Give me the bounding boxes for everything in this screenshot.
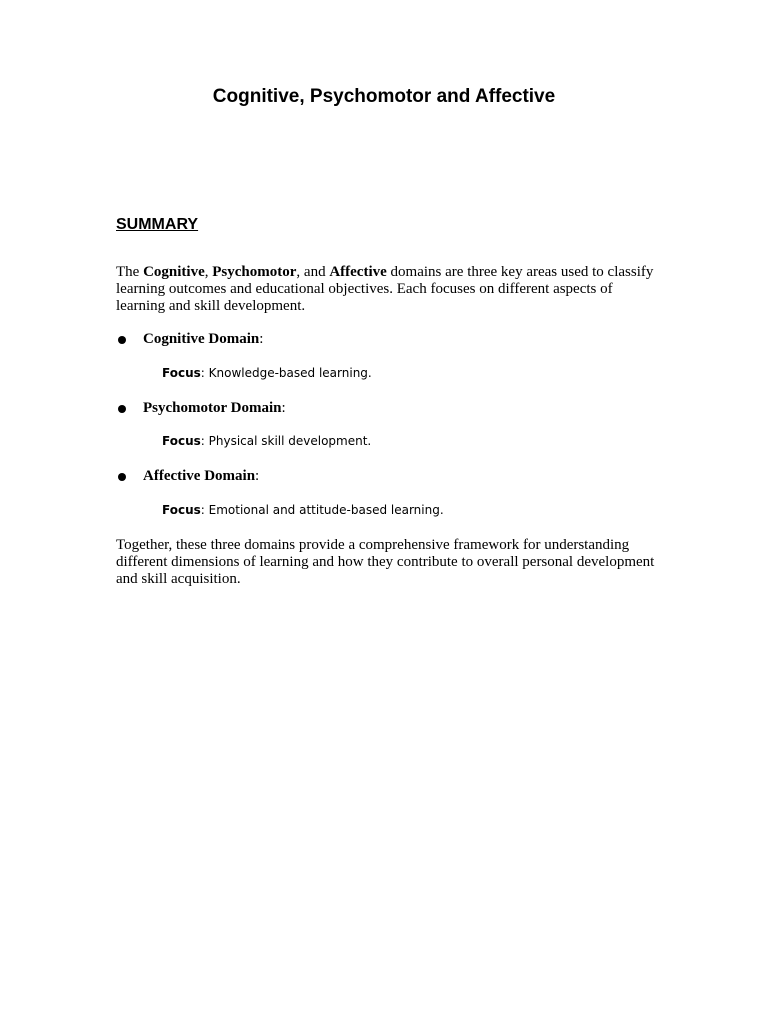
cognitive-term: Cognitive xyxy=(143,264,205,280)
domain-colon: : xyxy=(281,400,286,416)
intro-text: , and xyxy=(296,264,330,280)
intro-text: , xyxy=(204,264,213,280)
psychomotor-term: Psychomotor xyxy=(212,264,297,280)
domain-label xyxy=(143,468,259,485)
domain-colon: : xyxy=(255,468,260,484)
focus-affective xyxy=(162,503,444,517)
conclusion-paragraph: Together, these three domains provide a comprehensive framework for understanding different dimensions of learning and how they contribute to overall personal development and skill acquisition. xyxy=(116,537,655,587)
bullet-dot-icon xyxy=(118,336,126,344)
domain-colon: : xyxy=(259,331,264,347)
page-title: Cognitive, Psychomotor and Affective xyxy=(212,86,556,107)
focus-label: Focus xyxy=(162,366,201,380)
domain-name: Cognitive Domain xyxy=(143,331,260,347)
focus-text: : Emotional and attitude-based learning. xyxy=(200,503,444,517)
focus-psychomotor xyxy=(162,434,371,448)
intro-text: domains are three key areas used to classify learning outcomes and educational objectives. Each focuses on different aspects of learning and skill development. xyxy=(116,264,654,314)
focus-text: : Physical skill development. xyxy=(200,434,372,448)
domain-label xyxy=(143,400,286,417)
focus-text: : Knowledge-based learning. xyxy=(200,366,372,380)
focus-label: Focus xyxy=(162,434,201,448)
domain-name: Psychomotor Domain xyxy=(143,400,282,416)
domain-name: Affective Domain xyxy=(143,468,256,484)
focus-cognitive xyxy=(162,366,372,380)
intro-text: The xyxy=(116,264,144,280)
affective-term: Affective xyxy=(329,264,387,280)
bullet-dot-icon xyxy=(118,473,126,481)
bullet-dot-icon xyxy=(118,405,126,413)
domain-label xyxy=(143,331,263,348)
focus-label: Focus xyxy=(162,503,201,517)
intro-paragraph xyxy=(116,264,656,315)
summary-heading: SUMMARY xyxy=(116,216,199,233)
